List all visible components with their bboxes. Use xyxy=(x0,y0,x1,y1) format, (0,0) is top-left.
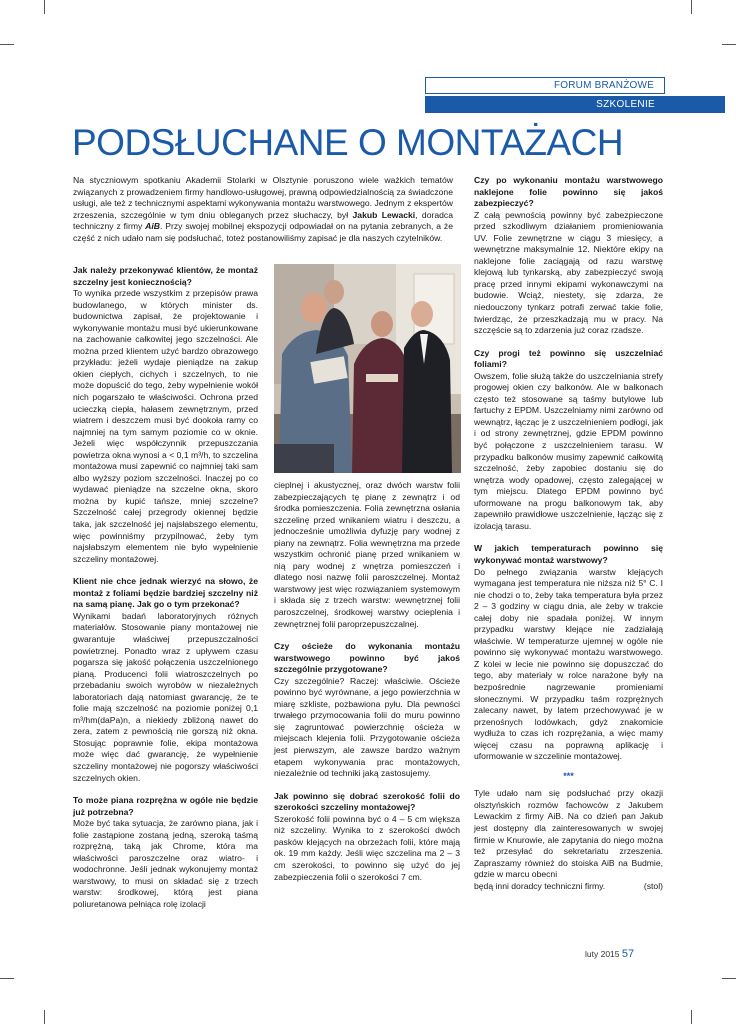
crop-mark xyxy=(44,1010,45,1024)
article-photo xyxy=(274,264,461,473)
photo-illustration xyxy=(274,264,461,473)
question: W jakich temperaturach powinno się wykonywać montaż warstwowy? xyxy=(474,543,663,565)
page-number: 57 xyxy=(621,948,635,960)
issue-date: luty 2015 xyxy=(585,949,620,959)
crop-mark xyxy=(44,0,45,14)
question: Czy po wykonaniu montażu warstwowego naklejone folie powinno się jakoś zabezpieczyć? xyxy=(474,175,663,209)
subsection-bar: SZKOLENIE xyxy=(425,96,725,113)
crop-mark xyxy=(722,978,736,979)
crop-mark xyxy=(691,0,692,14)
text-column-2 xyxy=(274,480,460,888)
section-label: FORUM BRANŻOWE xyxy=(425,77,665,94)
closing-paragraph: Tyle udało nam się podsłuchać przy okazji olsztyńskich rozmów fachowców z Jakubem Lewackim z firmy AiB. Na co dzień pan Jakub jest dostępny dla zainteresowanych w swojej firmie w Knurowie, ale zapytania do niego można też przesyłać do sekretariatu zrzeszenia. Zapraszamy również do stoiska AiB na Budmie, gdzie w marcu obecni xyxy=(474,788,663,880)
question: Jak należy przekonywać klientów, że montaż szczelny jest koniecznością? xyxy=(73,265,258,287)
question: Jak powinno się dobrać szerokość folii do szerokości szczeliny montażowej? xyxy=(274,790,460,813)
crop-mark xyxy=(722,44,736,45)
text-column-3 xyxy=(474,175,663,892)
question: Czy progi też powinno się uszczelniać foliami? xyxy=(474,347,663,370)
page-footer xyxy=(585,948,634,960)
crop-mark xyxy=(0,44,14,45)
answer: Do pełnego związania warstw klejących wymagana jest temperatura nie niższa niż 5° C. I nie chodzi o to, żeby taka temperatura była przez 2 – 3 godziny w ciągu dnia, ale żeby w trakcie całej doby nie spadała poniżej. W innym przypadku warstwy klejące nie zadziałają właściwie. W temperaturze ujemnej w ogóle nie powinno się wykonywać montażu warstwowego. Z kolei w lecie nie powinno się dopuszczać do tego, aby materiały w rolce narażone były na bezpośrednie nagrzewanie promieniami słonecznymi. W przypadku taśm rozprężnych zalecany nawet, by latem przechowywać je w przenośnych lodówkach, gdyż znakomicie wydłuża to czas ich rozprężania, a więc mamy więcej czasu na poprawną aplikację i uformowanie w szczelinie montażowej. xyxy=(474,566,663,762)
text-column-1 xyxy=(73,265,258,916)
answer: Szerokość folii powinna być o 4 – 5 cm większa niż szczeliny. Wynika to z szerokości dwóch pasków klejących na obrzeżach folii, które mają ok. 19 mm każdy. Jeśli więc szczelina ma 2 – 3 cm szerokości, to powinno się użyć do jej zabezpieczenia folii o szerokości 7 cm. xyxy=(274,813,460,882)
crop-mark xyxy=(0,978,14,979)
crop-mark xyxy=(691,1010,692,1024)
article-title: PODSŁUCHANE O MONTAŻACH xyxy=(72,122,624,163)
answer: Wynikami badań laboratoryjnych różnych materiałów. Stosowanie piany montażowej nie gwarantuje właściwej przepuszczalności powietrznej. Ponadto wraz z upływem czasu pogarsza się jakość połączenia uszczelnionego pianą. Producenci folii wiatroszczelnych po przebadaniu swoich wyrobów w niezależnych laboratoriach dają natomiast gwarancję, że te folie mają szczelność na poziomie poniżej 0,1 m³/hm(daPa)n, a niekiedy zbliżoną nawet do zera, zatem z pewnością nie gorszą niż okna. Stosując poprawnie folie, ekipa montażowa może więc dać gwarancję, że wypełnienie szczeliny montażowej nie pogorszy właściwości szczelnych okien. xyxy=(73,610,258,783)
question: Klient nie chce jednak wierzyć na słowo, że montaż z foliami będzie bardziej szczelny niż na samą pianę. Jak go o tym przekonać? xyxy=(73,576,258,610)
closing-line: będą inni doradcy techniczni firmy. (stol) xyxy=(474,880,663,891)
answer: Owszem, folie służą także do uszczelniania strefy progowej okien czy balkonów. Ale w balkonach często też stosowane są taśmy butylowe lub fartuchy z EPDM. Uszczelniamy nimi zarówno od wewnątrz, łącząc je z uszczelnieniem podłogi, jak i od strony zewnętrznej, gdzie EPDM powinno być połączone z uszczelnieniem tarasu. W przypadku balkonów musimy zapewnić całkowitą szczelność, żeby zapobiec dostaniu się do wnętrza wody opadowej, często zalegającej w tym miejscu. Dlatego EPDM powinno być uformowane na progu balkonowym tak, aby zapewniło prawidłowe uszczelnienie, łącząc się z izolacją tarasu. xyxy=(474,370,663,531)
answer: Z całą pewnością powinny być zabezpieczone przed szkodliwym działaniem promieniowania UV. Folie zewnętrzne w ciągu 3 miesięcy, a wewnętrzne maksymalnie 12. Niektóre ekipy na naklejone folie zaciągają od razu warstwę klejową lub tynkarską, aby zabezpieczyć swoją pracę przed innymi ekipami wykonawczymi na budowie. Wciąż, niestety, się zdarza, że niedouczony tynkarz potrafi zerwać takie folie, twierdząc, że przeszkadzają mu w pracy. Na szczęście są to zdarzenia już coraz rzadsze. xyxy=(474,209,663,336)
answer: cieplnej i akustycznej, oraz dwóch warstw folii zabezpieczających tę pianę z zewnątrz i od środka pomieszczenia. Folia zewnętrzna osłania szczelinę przed wnikaniem wiatru i deszczu, a jednocześnie umożliwia dyfuzję pary wodnej z piany na zewnątrz. Folia wewnętrzna ma przede wszystkim ochronić pianę przed wnikaniem w nią pary wodnej z wnętrza pomieszczeń i dlatego nosi nazwę folii paroszczelnej. Montaż warstwowy jest więc rozwiązaniem systemowym i składa się z trzech warstw: wewnętrznej folii paroszczelnej, środkowej warstwy ocieplenia i zewnętrznej folii paroprzepuszczalnej. xyxy=(274,480,460,629)
question: Czy ościeże do wykonania montażu warstwowego powinno być jakoś szczególnie przygotowane? xyxy=(274,641,460,675)
answer: To wynika przede wszystkim z przepisów prawa budowlanego, w których minister ds. budownictwa zapisał, że projektowanie i wykonywanie montażu musi być ukierunkowane na zachowanie całkowitej jego szczelności. Ale można przed klientem użyć bardzo obrazowego przykładu: jeżeli wydaje pieniądze na zakup okien ciepłych, cichych i szczelnych, to nie może dopuścić do tego, żeby wypełnienie wokół nich pogarszało te właściwości. Ochrona przed ucieczką ciepła, hałasem zewnętrznym, przed wiatrem i deszczem musi być dookoła ramy co najmniej na tym samym poziomie co w oknie. Jeżeli więc współczynnik przepuszczania powietrza okna wynosi a < 0,1 m³/h, to szczelina montażowa musi zapewnić co najmniej taki sam albo wyższy poziom szczelności. Inaczej po co wydawać pieniądze na szczelne okna, skoro można by kupić tańsze, mniej szczelne? Szczelność całej przegrody okiennej będzie taka, jak szczelność jej najsłabszego elementu, więc powinniśmy przypilnować, żeby tym najsłabszym elementem nie było wypełnienie szczeliny montażowej. xyxy=(73,288,258,564)
expert-name: Jakub Lewacki xyxy=(352,209,416,220)
company-name: AiB xyxy=(145,221,160,232)
author-signature: (stol) xyxy=(643,880,663,891)
answer: Czy szczególnie? Raczej: właściwie. Ościeże powinno być wyrównane, a jego powierzchnia w miarę szkliste, pozbawiona pyłu. Dla pewności trwałego przymocowania folii do muru powinno się zagruntować powierzchnię ościeża w miejscach klejenia folii. Przygotowanie ościeża jest pierwszym, ale zawsze bardzo ważnym etapem wykonywania prac montażowych, niezależnie od techniki jaką zastosujemy. xyxy=(274,675,460,779)
answer: Może być taka sytuacja, że zarówno piana, jak i folie zastąpione zostaną jedną, szeroką taśmą rozprężną, taką jak Chrome, która ma właściwości paroszczelne oraz wiatro- i wodochronne. Jeśli jednak wykonujemy montaż warstwowy, to musi on składać się z trzech warstw: środkowej, którą jest piana poliuretanowa pełniąca rolę izolacji xyxy=(73,818,258,909)
question: To może piana rozprężna w ogóle nie będzie już potrzebna? xyxy=(73,795,258,817)
article-intro: Na styczniowym spotkaniu Akademii Stolarki w Olsztynie poruszono wiele ważkich tematów związanych z prowadzeniem firmy handlowo-usługowej, prawną odpowiedzialnością za świadczone usługi, ale też z technicznymi aspektami wykonywania montażu warstwowego. Jednym z ekspertów zrzeszenia, szczególnie w tym dniu obleganych przez słuchaczy, był Jakub Lewacki, doradca techniczny z firmy AiB. Przy swojej mobilnej ekspozycji odpowiadał on na pytania zebranych, a że część z nich udało nam się podsłuchać, toteż postanowiliśmy zapisać je dla naszych czytelników. xyxy=(73,175,453,243)
section-separator: *** xyxy=(563,770,574,781)
